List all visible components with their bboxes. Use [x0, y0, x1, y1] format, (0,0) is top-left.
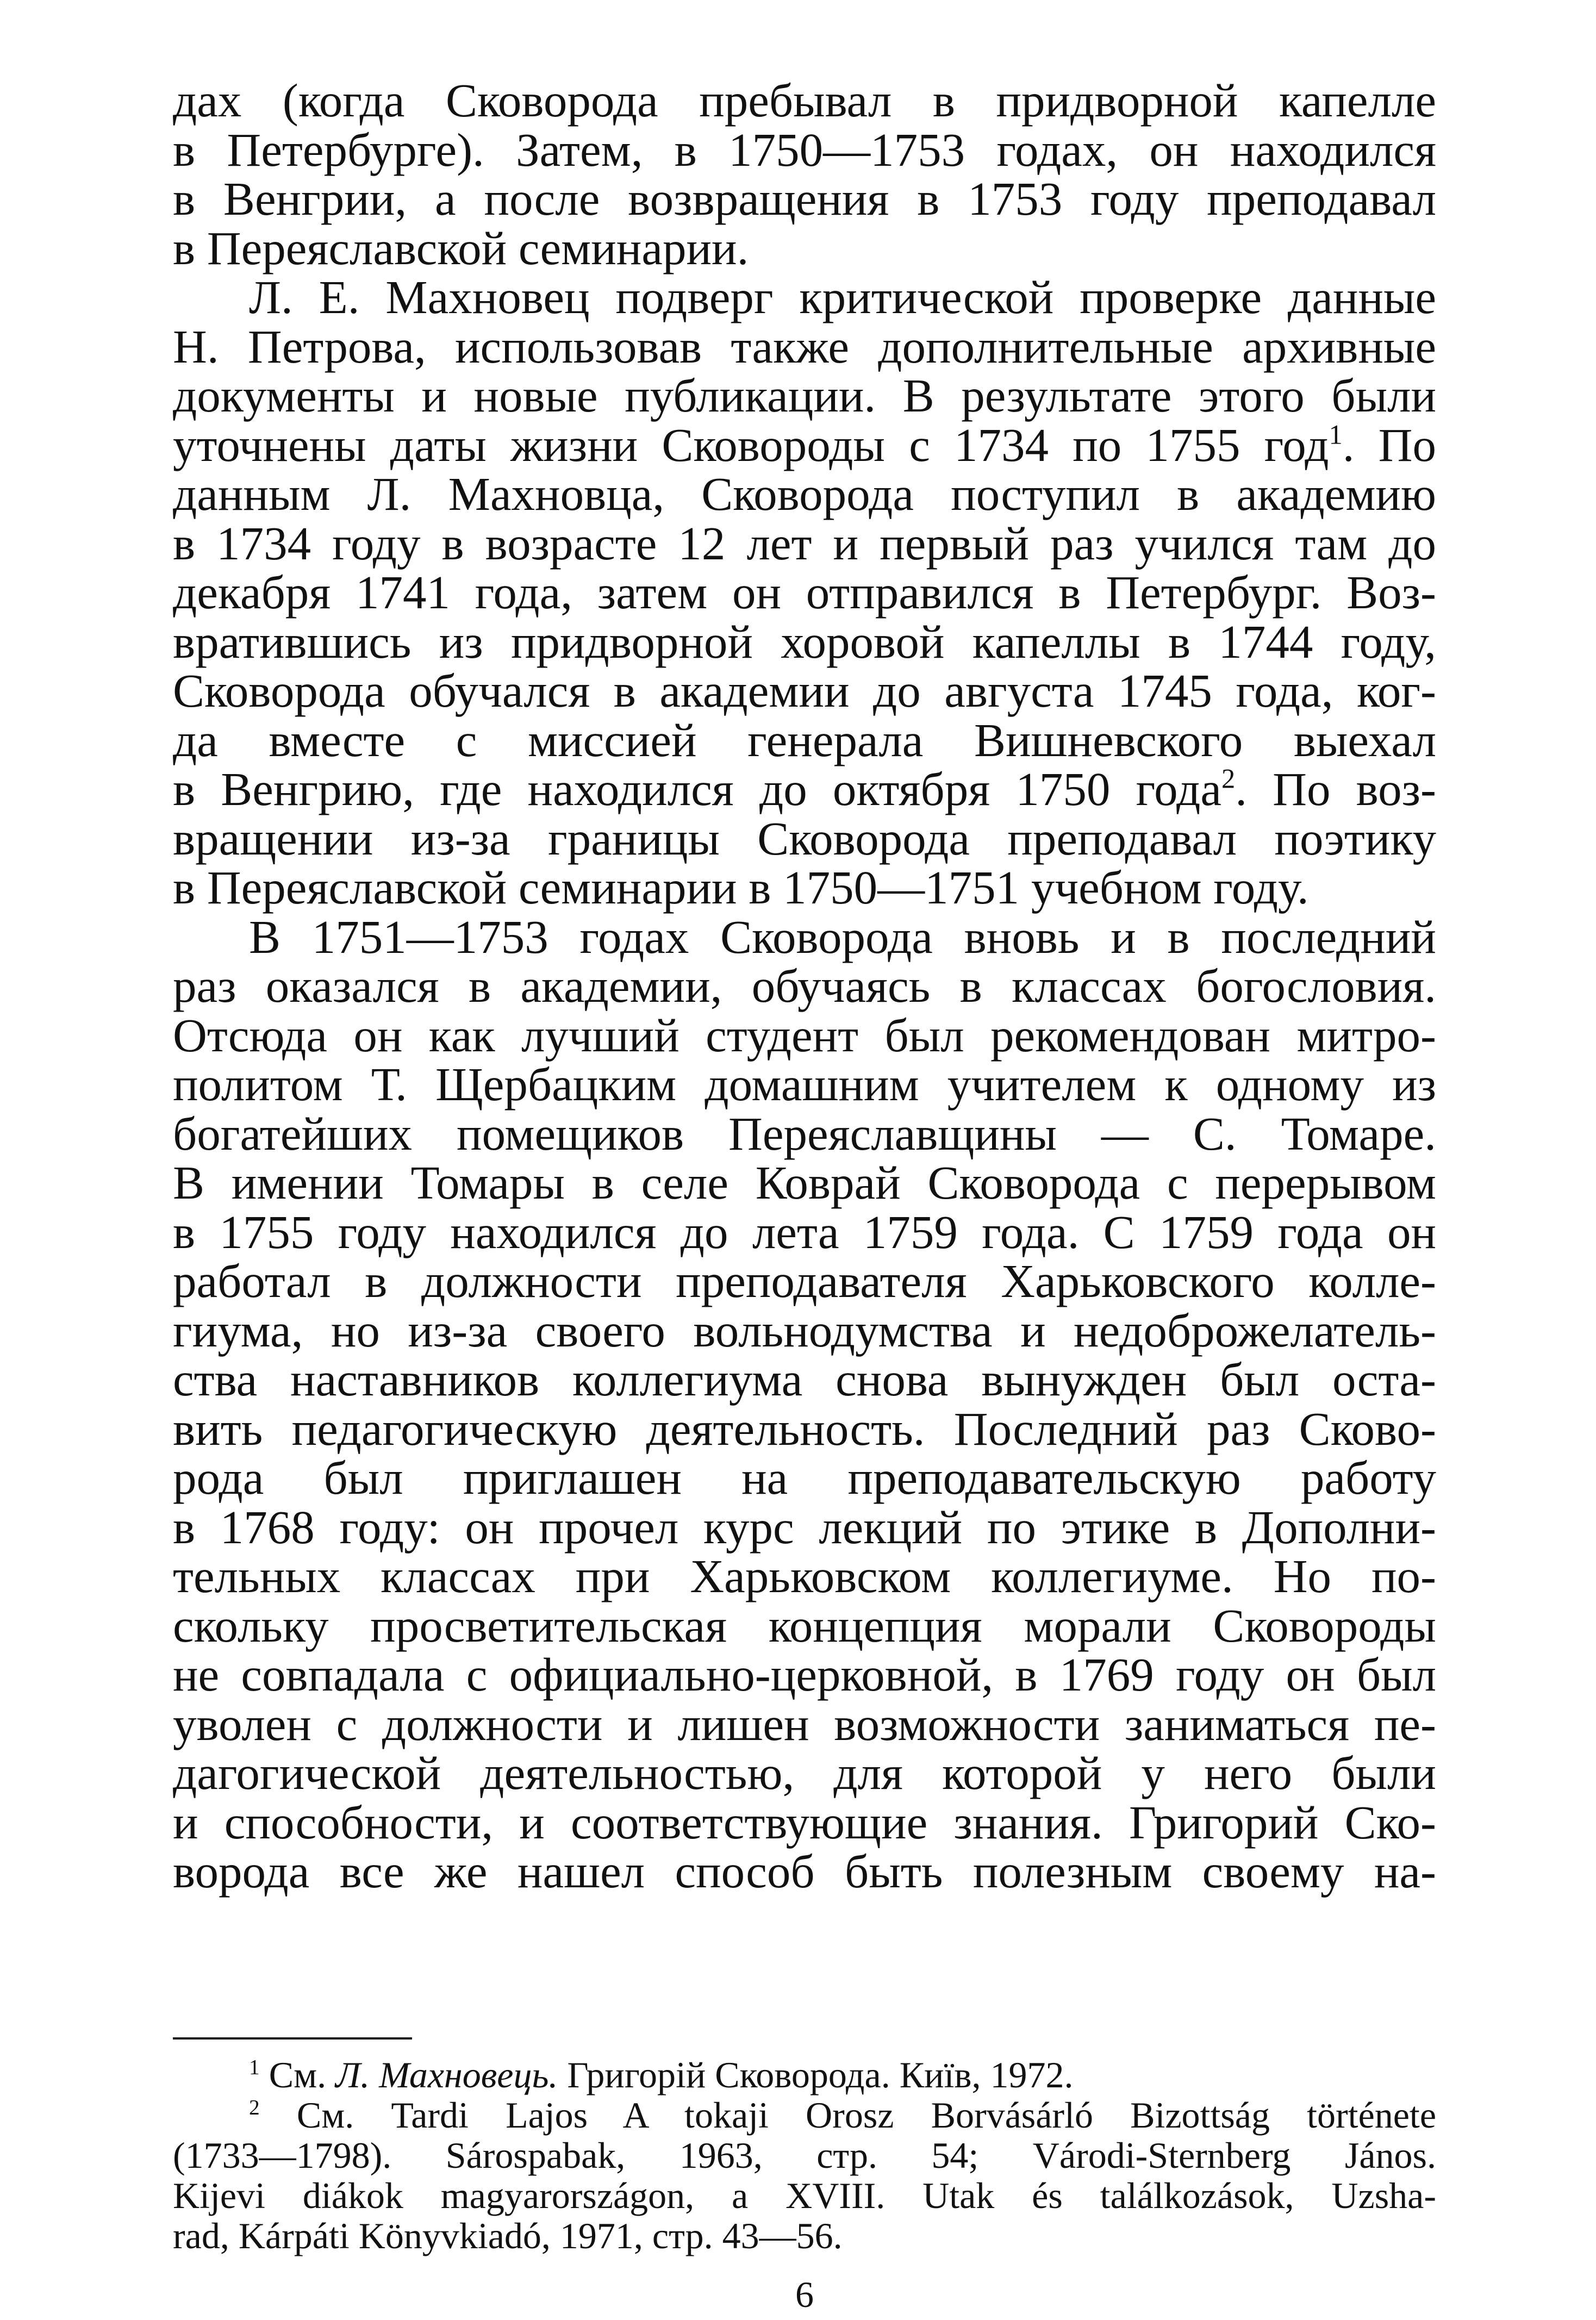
text-line: скольку просветительская концепция морали Сковороды — [173, 1599, 1436, 1652]
footnote-ref[interactable]: 1 — [1329, 419, 1343, 450]
page — [173, 74, 1437, 2315]
text-line: и способности, и соответствующие знания. Григорий Ско- — [173, 1795, 1436, 1849]
text-line: да вместе с миссией генерала Вишневского выехал — [173, 713, 1436, 766]
text-line: рода был приглашен на преподавательскую работу — [173, 1451, 1436, 1504]
text-line: данным Л. Махновца, Сковорода поступил в академию — [173, 467, 1436, 520]
footnote-1 — [173, 2055, 1436, 2095]
footnote-prefix: См. — [269, 2054, 327, 2096]
text-line: богатейших помещиков Переяславщины — С. Томаре. — [173, 1107, 1436, 1160]
text-line: работал в должности преподавателя Харьковского колле- — [173, 1255, 1436, 1307]
footnote-mark: 2 — [249, 2095, 260, 2119]
text-line: вить педагогическую деятельность. Последний раз Сково- — [173, 1402, 1436, 1455]
text-line: Сковорода обучался в академии до августа 1745 года, ког- — [173, 664, 1436, 717]
text-line: в 1768 году: он прочел курс лекций по этике в Дополни- — [173, 1500, 1436, 1554]
text-line: раз оказался в академии, обучаясь в классах богословия. — [173, 959, 1436, 1012]
text-line: в Петербурге). Затем, в 1750—1753 годах, он находился — [173, 123, 1436, 176]
text-segment: в Венгрию, где находился до октября 1750 года — [173, 763, 1221, 815]
text-segment: . По воз- — [1235, 763, 1436, 815]
footnote-2 — [173, 2095, 1436, 2135]
text-line: декабря 1741 года, затем он отправился в Петербург. Воз- — [173, 566, 1436, 619]
text-line: политом Т. Щербацким домашним учителем к одному из — [173, 1058, 1436, 1111]
text-line: тельных классах при Харьковском коллегиуме. Но по- — [173, 1550, 1436, 1602]
footnote-line: Kijevi diákok magyarországon, a XVIII. Utak és találkozások, Uzsha- — [173, 2175, 1436, 2216]
text-line: в Переяславской семинарии. — [173, 221, 749, 275]
footnotes — [173, 2055, 1436, 2256]
text-segment: уточнены даты жизни Сковороды с 1734 по 1755 год — [173, 418, 1329, 471]
text-line: В 1751—1753 годах Сковорода вновь и в последний — [249, 910, 1436, 963]
text-line: в 1734 году в возрасте 12 лет и первый раз учился там до — [173, 516, 1436, 570]
text-line: дах (когда Сковорода пребывал в придворной капелле — [173, 74, 1436, 127]
footnote-line: rad, Kárpáti Könyvkiadó, 1971, стр. 43—56. — [173, 2215, 843, 2256]
body-text — [173, 76, 1436, 1897]
text-line: ства наставников коллегиума снова вынужден был оста- — [173, 1353, 1436, 1406]
text-line: Н. Петрова, использовав также дополнительные архивные — [173, 320, 1436, 373]
text-line: уволен с должности и лишен возможности заниматься пе- — [173, 1697, 1436, 1750]
footnote-mark: 1 — [249, 2055, 260, 2079]
text-line: вращении из-за границы Сковорода преподавал поэтику — [173, 812, 1436, 865]
text-line: Л. Е. Махновец подверг критической проверке данные — [249, 271, 1436, 323]
footnote-ref[interactable]: 2 — [1221, 763, 1236, 794]
text-line: Отсюда он как лучший студент был рекомендован митро- — [173, 1008, 1436, 1062]
footnote-text: См. Tardi Lajos A tokaji Orosz Borvásárló Bizottság története — [296, 2094, 1437, 2136]
footnote-line: (1733—1798). Sárospabak, 1963, стр. 54; Várodi-Sternberg János. — [173, 2135, 1436, 2176]
footnote-text: Григорій Сковорода. Київ, 1972. — [567, 2054, 1074, 2096]
text-line: гиума, но из-за своего вольнодумства и недоброжелатель- — [173, 1304, 1436, 1357]
text-line: не совпадала с официально-церковной, в 1769 году он был — [173, 1648, 1436, 1701]
text-line: в Переяславской семинарии в 1750—1751 учебном году. — [173, 861, 1309, 914]
text-line: в 1755 году находился до лета 1759 года. С 1759 года он — [173, 1205, 1436, 1258]
footnote-divider — [173, 2037, 412, 2040]
text-line: документы и новые публикации. В результате этого были — [173, 369, 1436, 422]
text-line — [173, 765, 1436, 814]
text-segment: . По — [1342, 418, 1436, 471]
text-line: вратившись из придворной хоровой капеллы в 1744 году, — [173, 615, 1436, 668]
page-number: 6 — [795, 2274, 814, 2315]
text-line — [173, 418, 1436, 471]
text-line: ворода все же нашел способ быть полезным своему на- — [173, 1845, 1436, 1898]
text-line: дагогической деятельностью, для которой у него были — [173, 1747, 1436, 1799]
text-line: В имении Томары в селе Коврай Сковорода с перерывом — [173, 1156, 1436, 1209]
text-line: в Венгрии, а после возвращения в 1753 году преподавал — [173, 172, 1436, 225]
footnote-author: Л. Махновець. — [335, 2054, 558, 2096]
